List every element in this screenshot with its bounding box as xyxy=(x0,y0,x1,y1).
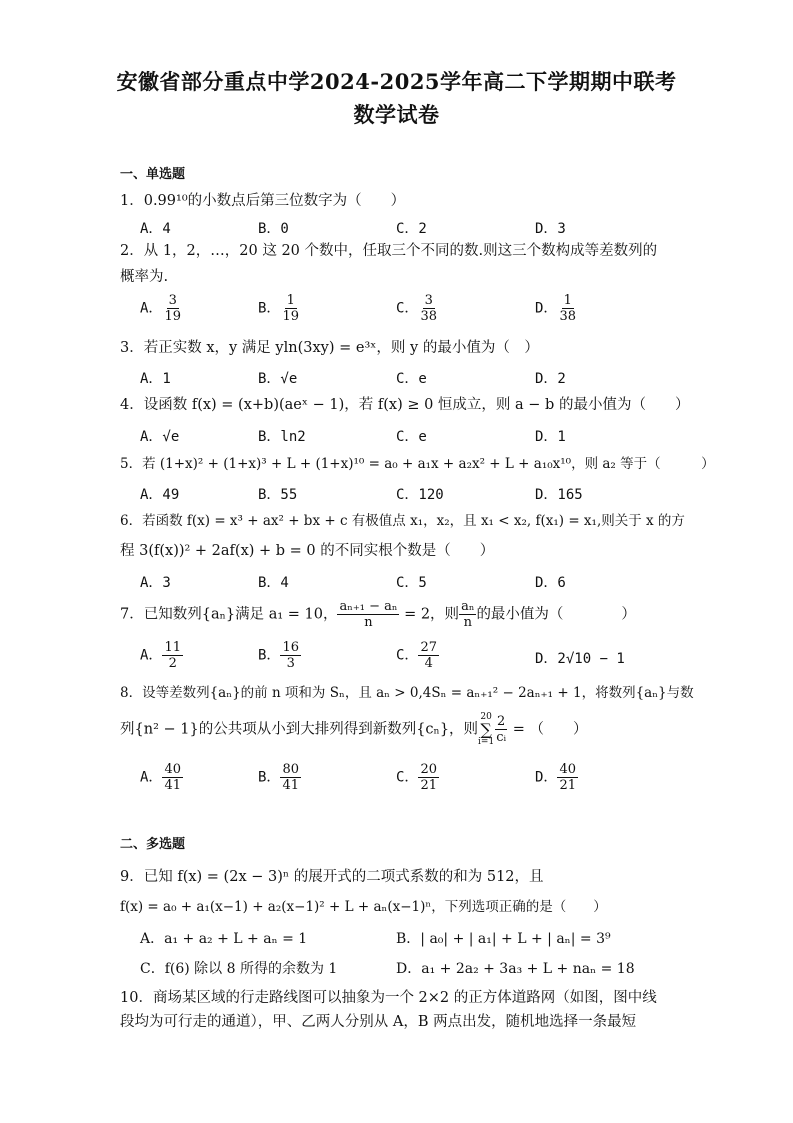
q7-text-pre: 7．已知数列{aₙ}满足 a₁ = 10， xyxy=(120,606,338,623)
question-10-line1: 10．商场某区域的行走路线图可以抽象为一个 2×2 的正方体道路网（如图，图中线 xyxy=(120,990,657,1006)
q3-option-b: B．√e xyxy=(258,371,298,387)
fraction-denominator: 4 xyxy=(424,656,433,671)
q7-option-b-fraction xyxy=(280,640,301,671)
q7-option-d: D．2√10 − 1 xyxy=(535,651,625,667)
fraction-denominator: 19 xyxy=(282,309,299,324)
q2-option-d xyxy=(535,293,578,324)
question-2-line1: 2．从 1，2，…，20 这 20 个数中，任取三个不同的数.则这三个数构成等差数列的 xyxy=(120,243,658,259)
q2-option-a-fraction xyxy=(162,293,183,324)
fraction-denominator: 19 xyxy=(164,309,181,324)
q8-option-a-fraction xyxy=(162,762,183,793)
q6-option-a: A．3 xyxy=(140,575,171,591)
fraction-denominator: 21 xyxy=(420,778,437,793)
q7-text-mid: = 2，则 xyxy=(399,606,460,623)
q4-option-b: B．ln2 xyxy=(258,429,306,445)
question-1: 1．0.99¹⁰的小数点后第三位数字为（ ） xyxy=(120,193,406,209)
q2-option-a xyxy=(140,293,183,324)
summation-symbol: ∑ xyxy=(480,720,492,739)
q5-option-c: C．120 xyxy=(396,487,444,503)
fraction-numerator: 2 xyxy=(497,714,506,729)
q9-option-c: C．f(6) 除以 8 所得的余数为 1 xyxy=(140,961,338,977)
fraction-denominator: 41 xyxy=(164,778,181,793)
question-6-line2: 程 3(f(x))² + 2af(x) + b = 0 的不同实根个数是（ ） xyxy=(120,543,495,559)
q6-option-c: C．5 xyxy=(396,575,427,591)
q2-option-b-label: B． xyxy=(258,300,281,317)
q8-option-b xyxy=(258,762,301,793)
q8-text-pre: 列{n² − 1}的公共项从小到大排列得到新数列{cₙ}，则 xyxy=(120,721,479,738)
question-2-line2: 概率为. xyxy=(120,269,169,285)
q7-option-c-label: C． xyxy=(396,647,419,664)
fraction-denominator: 38 xyxy=(420,309,437,324)
question-8-line2 xyxy=(120,712,680,752)
q1-option-d: D．3 xyxy=(535,221,566,237)
q7-option-b xyxy=(258,640,301,671)
q2-option-b xyxy=(258,293,301,324)
q8-option-b-label: B． xyxy=(258,769,281,786)
fraction-denominator: 2 xyxy=(168,656,177,671)
fraction-numerator: 27 xyxy=(420,640,437,655)
fraction-numerator: aₙ₊₁ − aₙ xyxy=(339,599,398,614)
fraction-numerator: 1 xyxy=(563,293,572,308)
q8-option-d xyxy=(535,762,578,793)
q8-option-a xyxy=(140,762,183,793)
fraction-numerator: 16 xyxy=(282,640,299,655)
q8-option-d-label: D． xyxy=(535,769,558,786)
summation-lower: i=1 xyxy=(478,737,495,747)
q8-summation xyxy=(478,712,494,747)
q5-option-a: A．49 xyxy=(140,487,180,503)
q3-option-a: A．1 xyxy=(140,371,171,387)
q3-option-d: D．2 xyxy=(535,371,566,387)
q8-option-c xyxy=(396,762,439,793)
q7-option-b-label: B． xyxy=(258,647,281,664)
q9-option-d: D．a₁ + 2a₂ + 3a₃ + L + naₙ = 18 xyxy=(396,961,635,977)
question-5: 5．若 (1+x)² + (1+x)³ + L + (1+x)¹⁰ = a₀ + a₁x + a₂x² + L + a₁₀x¹⁰，则 a₂ 等于（ ） xyxy=(120,456,715,472)
fraction-denominator: 3 xyxy=(286,656,295,671)
q8-option-a-label: A． xyxy=(140,769,163,786)
q8-option-d-fraction xyxy=(557,762,578,793)
q4-option-d: D．1 xyxy=(535,429,566,445)
fraction-numerator: 40 xyxy=(164,762,181,777)
section-multiple-choice: 二、多选题 xyxy=(120,837,186,852)
q6-option-d: D．6 xyxy=(535,575,566,591)
q6-option-b: B．4 xyxy=(258,575,289,591)
question-8-line1: 8．设等差数列{aₙ}的前 n 项和为 Sₙ，且 aₙ > 0,4Sₙ = aₙ₊₁² − 2aₙ₊₁ + 1，将数列{aₙ}与数 xyxy=(120,685,694,701)
fraction-denominator: 38 xyxy=(559,309,576,324)
question-3: 3．若正实数 x，y 满足 yln(3xy) = e³ˣ，则 y 的最小值为（ ） xyxy=(120,340,539,356)
fraction-numerator: 3 xyxy=(424,293,433,308)
question-10-line2: 段均为可行走的通道），甲、乙两人分别从 A，B 两点出发，随机地选择一条最短 xyxy=(120,1014,637,1030)
question-4: 4．设函数 f(x) = (x+b)(aeˣ − 1)，若 f(x) ≥ 0 恒成立，则 a − b 的最小值为（ ） xyxy=(120,397,690,413)
q7-option-a-fraction xyxy=(162,640,183,671)
q7-text-post: 的最小值为（ ） xyxy=(476,606,636,623)
fraction-numerator: 40 xyxy=(559,762,576,777)
fraction-denominator: n xyxy=(463,615,472,630)
question-9-line2: f(x) = a₀ + a₁(x−1) + a₂(x−1)² + L + aₙ(x−1)ⁿ，下列选项正确的是（ ） xyxy=(120,899,607,915)
q2-option-d-fraction xyxy=(557,293,578,324)
q2-option-d-label: D． xyxy=(535,300,558,317)
q9-option-a: A．a₁ + a₂ + L + aₙ = 1 xyxy=(140,931,308,947)
q5-option-d: D．165 xyxy=(535,487,583,503)
q8-fraction xyxy=(494,714,508,745)
section-single-choice: 一、单选题 xyxy=(120,167,186,182)
q2-option-c xyxy=(396,293,439,324)
q2-option-b-fraction xyxy=(280,293,301,324)
fraction-denominator: 21 xyxy=(559,778,576,793)
q7-option-a xyxy=(140,640,183,671)
q7-fraction-diff xyxy=(337,599,399,630)
q1-option-a: A．4 xyxy=(140,221,171,237)
q4-option-c: C．e xyxy=(396,429,427,445)
fraction-numerator: aₙ xyxy=(461,599,475,614)
q7-option-c-fraction xyxy=(418,640,439,671)
fraction-denominator: 41 xyxy=(282,778,299,793)
q3-option-c: C．e xyxy=(396,371,427,387)
q1-option-b: B．0 xyxy=(258,221,289,237)
question-6-line1: 6．若函数 f(x) = x³ + ax² + bx + c 有极值点 x₁，x₂，且 x₁ < x₂, f(x₁) = x₁,则关于 x 的方 xyxy=(120,513,685,529)
exam-subtitle: 数学试卷 xyxy=(353,102,440,127)
fraction-numerator: 20 xyxy=(420,762,437,777)
q8-option-c-label: C． xyxy=(396,769,419,786)
q8-text-post: = （ ） xyxy=(508,721,588,738)
q2-option-c-fraction xyxy=(418,293,439,324)
exam-title: 安徽省部分重点中学2024-2025学年高二下学期期中联考 xyxy=(116,69,677,94)
q9-option-b: B．| a₀| + | a₁| + L + | aₙ| = 3⁹ xyxy=(396,931,611,947)
fraction-numerator: 1 xyxy=(286,293,295,308)
fraction-numerator: 80 xyxy=(282,762,299,777)
question-7 xyxy=(120,599,680,630)
fraction-numerator: 11 xyxy=(164,640,181,655)
q2-option-c-label: C． xyxy=(396,300,419,317)
q7-option-c xyxy=(396,640,439,671)
q1-option-c: C．2 xyxy=(396,221,427,237)
fraction-numerator: 3 xyxy=(168,293,177,308)
q8-option-b-fraction xyxy=(280,762,301,793)
summation-upper: 20 xyxy=(480,712,492,722)
question-9-line1: 9．已知 f(x) = (2x − 3)ⁿ 的展开式的二项式系数的和为 512，且 xyxy=(120,869,544,885)
fraction-denominator: cᵢ xyxy=(496,730,507,745)
q2-option-a-label: A． xyxy=(140,300,163,317)
fraction-denominator: n xyxy=(364,615,373,630)
q4-option-a: A．√e xyxy=(140,429,180,445)
q8-option-c-fraction xyxy=(418,762,439,793)
q5-option-b: B．55 xyxy=(258,487,298,503)
q7-fraction-ratio xyxy=(459,599,476,630)
q7-option-a-label: A． xyxy=(140,647,163,664)
